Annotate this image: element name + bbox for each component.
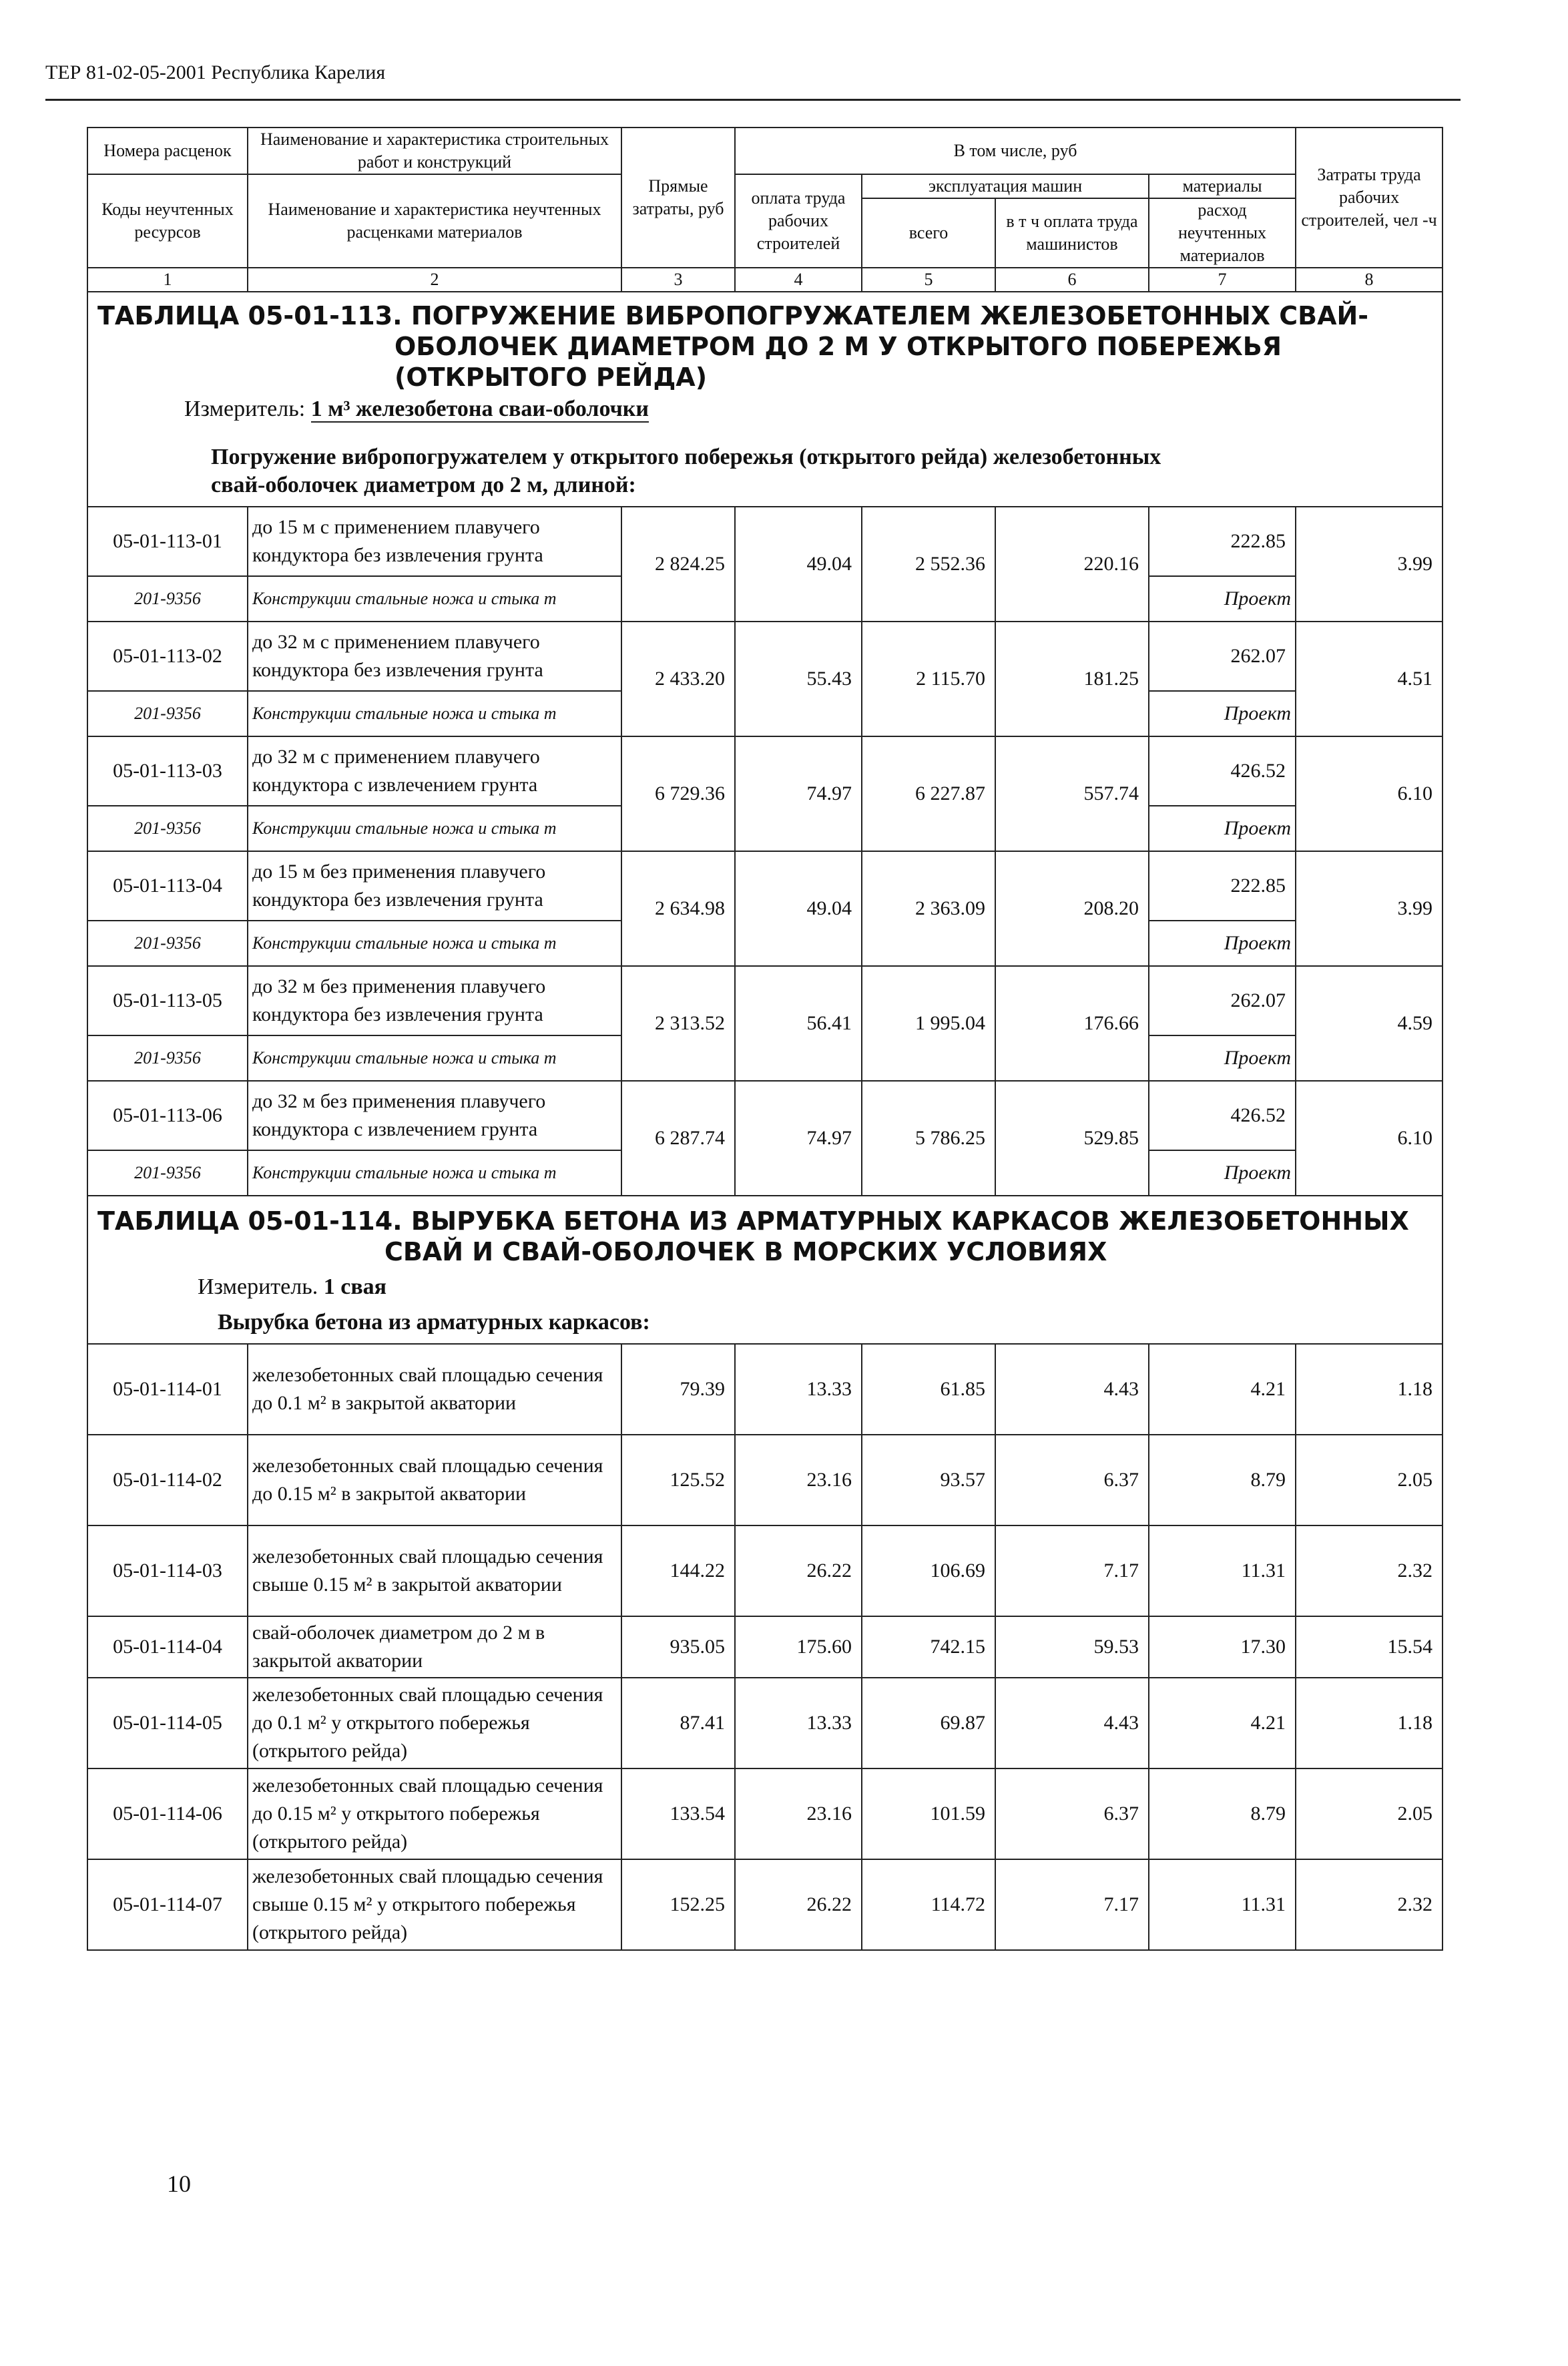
resource-name: Конструкции стальные ножа и стыка т [248,1035,621,1081]
table-row [87,1616,1443,1678]
table-row [87,1525,1443,1616]
work-description: до 32 м без применения плавучего кондуктора без извлечения грунта [248,966,621,1035]
labor-pay: 49.04 [735,851,862,966]
operators-pay: 59.53 [995,1616,1149,1678]
header-divider [45,99,1461,101]
operators-pay: 176.66 [995,966,1149,1081]
labor-hours: 2.32 [1296,1525,1443,1616]
labor-pay: 23.16 [735,1768,862,1859]
col-index: 8 [1296,268,1443,292]
table-114-measure: Измеритель. 1 свая [198,1274,387,1299]
machines-total: 1 995.04 [862,966,995,1081]
col-index: 2 [248,268,621,292]
machines-total: 69.87 [862,1678,995,1768]
rate-code: 05-01-113-04 [87,851,248,921]
direct-costs: 144.22 [621,1525,735,1616]
work-description: железобетонных свай площадью сечения свыше 0.15 м² в закрытой акватории [248,1525,621,1616]
labor-hours: 3.99 [1296,851,1443,966]
machines-total: 2 363.09 [862,851,995,966]
operators-pay: 181.25 [995,622,1149,736]
table-row [87,1859,1443,1950]
labor-pay: 23.16 [735,1435,862,1525]
work-description: железобетонных свай площадью сечения до 0.15 м² в закрытой акватории [248,1435,621,1525]
resource-code: 201-9356 [87,921,248,966]
rate-code: 05-01-114-07 [87,1859,248,1950]
col-labor-pay-header: оплата труда рабочих строителей [735,174,862,268]
operators-pay: 7.17 [995,1859,1149,1950]
rate-code: 05-01-114-05 [87,1678,248,1768]
labor-pay: 55.43 [735,622,862,736]
col-operators-pay-header: в т ч оплата труда машинистов [995,198,1149,268]
col-direct-costs-header: Прямые затраты, руб [621,128,735,268]
col-resource-code-header: Коды неучтенных ресурсов [87,174,248,268]
labor-hours: 4.51 [1296,622,1443,736]
direct-costs: 2 824.25 [621,507,735,622]
table-114-subheader: Вырубка бетона из арматурных каркасов: [218,1310,650,1335]
work-description: железобетонных свай площадью сечения до 0.15 м² у открытого побережья (открытого рейда) [248,1768,621,1859]
table-row [87,851,1443,921]
resource-name: Конструкции стальные ножа и стыка т [248,921,621,966]
operators-pay: 557.74 [995,736,1149,851]
resource-name: Конструкции стальные ножа и стыка т [248,691,621,736]
materials-cost: 262.07 [1149,622,1296,691]
labor-pay: 74.97 [735,1081,862,1196]
resource-name: Конструкции стальные ножа и стыка т [248,576,621,622]
work-description: железобетонных свай площадью сечения свыше 0.15 м² у открытого побережья (открытого рейда) [248,1859,621,1950]
work-description: до 15 м с применением плавучего кондуктора без извлечения грунта [248,507,621,576]
table-row [87,622,1443,691]
direct-costs: 133.54 [621,1768,735,1859]
operators-pay: 208.20 [995,851,1149,966]
col-machines-total-header: всего [862,198,995,268]
rate-code: 05-01-114-02 [87,1435,248,1525]
table-114-heading [87,1196,1443,1344]
col-index: 5 [862,268,995,292]
rate-code: 05-01-114-06 [87,1768,248,1859]
resource-code: 201-9356 [87,806,248,851]
labor-pay: 74.97 [735,736,862,851]
materials-cost: 11.31 [1149,1859,1296,1950]
table-row [87,1435,1443,1525]
table-113-heading [87,292,1443,507]
rate-code: 05-01-113-03 [87,736,248,806]
resource-code: 201-9356 [87,1035,248,1081]
col-index: 6 [995,268,1149,292]
table-row [87,736,1443,806]
page-number: 10 [167,2170,191,2197]
resource-name: Конструкции стальные ножа и стыка т [248,1150,621,1196]
labor-pay: 13.33 [735,1678,862,1768]
labor-hours: 3.99 [1296,507,1443,622]
col-index: 4 [735,268,862,292]
col-including-header: В том числе, руб [735,128,1296,174]
direct-costs: 935.05 [621,1616,735,1678]
table-114-title: ТАБЛИЦА 05-01-114. ВЫРУБКА БЕТОНА ИЗ АРМАТУРНЫХ КАРКАСОВ ЖЕЛЕЗОБЕТОННЫХ [97,1206,1409,1236]
machines-total: 2 552.36 [862,507,995,622]
labor-pay: 26.22 [735,1859,862,1950]
resource-quantity: Проект [1149,1150,1296,1196]
materials-cost: 4.21 [1149,1678,1296,1768]
work-description: свай-оболочек диаметром до 2 м в закрытой акватории [248,1616,621,1678]
work-description: до 32 м без применения плавучего кондуктора с извлечением грунта [248,1081,621,1150]
labor-hours: 2.05 [1296,1435,1443,1525]
machines-total: 101.59 [862,1768,995,1859]
labor-hours: 1.18 [1296,1344,1443,1435]
direct-costs: 6 287.74 [621,1081,735,1196]
machines-total: 93.57 [862,1435,995,1525]
labor-hours: 6.10 [1296,1081,1443,1196]
operators-pay: 6.37 [995,1768,1149,1859]
materials-cost: 426.52 [1149,1081,1296,1150]
rate-code: 05-01-114-04 [87,1616,248,1678]
materials-cost: 11.31 [1149,1525,1296,1616]
materials-cost: 222.85 [1149,507,1296,576]
machines-total: 6 227.87 [862,736,995,851]
col-machines-header: эксплуатация машин [862,174,1149,198]
col-labor-hours-header: Затраты труда рабочих строителей, чел -ч [1296,128,1443,268]
machines-total: 5 786.25 [862,1081,995,1196]
table-row [87,1768,1443,1859]
table-row [87,1081,1443,1150]
resource-name: Конструкции стальные ножа и стыка т [248,806,621,851]
table-row [87,1344,1443,1435]
labor-hours: 4.59 [1296,966,1443,1081]
resource-quantity: Проект [1149,921,1296,966]
resource-quantity: Проект [1149,691,1296,736]
labor-pay: 13.33 [735,1344,862,1435]
operators-pay: 220.16 [995,507,1149,622]
materials-cost: 8.79 [1149,1435,1296,1525]
operators-pay: 4.43 [995,1678,1149,1768]
operators-pay: 7.17 [995,1525,1149,1616]
labor-pay: 56.41 [735,966,862,1081]
materials-cost: 4.21 [1149,1344,1296,1435]
operators-pay: 6.37 [995,1435,1149,1525]
direct-costs: 2 313.52 [621,966,735,1081]
table-113-subheader: Погружение вибропогружателем у открытого побережья (открытого рейда) железобетонных [211,445,1161,469]
work-description: до 15 м без применения плавучего кондуктора без извлечения грунта [248,851,621,921]
table-114-title-line2: СВАЙ И СВАЙ-ОБОЛОЧЕК В МОРСКИХ УСЛОВИЯХ [384,1237,1107,1266]
resource-code: 201-9356 [87,1150,248,1196]
machines-total: 106.69 [862,1525,995,1616]
page-header: ТЕР 81-02-05-2001 Республика Карелия [45,61,386,83]
materials-cost: 262.07 [1149,966,1296,1035]
resource-quantity: Проект [1149,576,1296,622]
labor-pay: 175.60 [735,1616,862,1678]
labor-hours: 15.54 [1296,1616,1443,1678]
direct-costs: 2 634.98 [621,851,735,966]
direct-costs: 125.52 [621,1435,735,1525]
rates-table [87,127,1443,1951]
col-material-name-header: Наименование и характеристика неучтенных расценками материалов [248,174,621,268]
machines-total: 742.15 [862,1616,995,1678]
table-body [87,128,1443,1950]
table-113-measure: Измеритель: 1 м³ железобетона сваи-оболочки [184,397,649,421]
col-materials-header: материалы [1149,174,1296,198]
labor-hours: 2.32 [1296,1859,1443,1950]
table-row [87,1678,1443,1768]
direct-costs: 87.41 [621,1678,735,1768]
resource-quantity: Проект [1149,806,1296,851]
work-description: до 32 м с применением плавучего кондуктора с извлечением грунта [248,736,621,806]
operators-pay: 529.85 [995,1081,1149,1196]
col-unaccounted-materials-header: расход неучтенных материалов [1149,198,1296,268]
col-index: 1 [87,268,248,292]
materials-cost: 426.52 [1149,736,1296,806]
machines-total: 114.72 [862,1859,995,1950]
operators-pay: 4.43 [995,1344,1149,1435]
labor-pay: 49.04 [735,507,862,622]
work-description: железобетонных свай площадью сечения до 0.1 м² у открытого побережья (открытого рейда) [248,1678,621,1768]
materials-cost: 17.30 [1149,1616,1296,1678]
machines-total: 61.85 [862,1344,995,1435]
table-113-title: ТАБЛИЦА 05-01-113. ПОГРУЖЕНИЕ ВИБРОПОГРУЖАТЕЛЕМ ЖЕЛЕЗОБЕТОННЫХ СВАЙ- [97,301,1369,330]
rate-code: 05-01-113-01 [87,507,248,576]
resource-code: 201-9356 [87,691,248,736]
materials-cost: 8.79 [1149,1768,1296,1859]
resource-quantity: Проект [1149,1035,1296,1081]
table-row [87,507,1443,576]
table-113-title-line3: (ОТКРЫТОГО РЕЙДА) [395,363,708,392]
labor-pay: 26.22 [735,1525,862,1616]
col-rate-number-header: Номера расценок [87,128,248,174]
rate-code: 05-01-113-05 [87,966,248,1035]
labor-hours: 2.05 [1296,1768,1443,1859]
direct-costs: 2 433.20 [621,622,735,736]
direct-costs: 152.25 [621,1859,735,1950]
resource-code: 201-9356 [87,576,248,622]
machines-total: 2 115.70 [862,622,995,736]
labor-hours: 6.10 [1296,736,1443,851]
rate-code: 05-01-114-01 [87,1344,248,1435]
rate-code: 05-01-114-03 [87,1525,248,1616]
table-row [87,966,1443,1035]
work-description: до 32 м с применением плавучего кондуктора без извлечения грунта [248,622,621,691]
rate-code: 05-01-113-02 [87,622,248,691]
col-index: 3 [621,268,735,292]
table-113-title-line2: ОБОЛОЧЕК ДИАМЕТРОМ ДО 2 М У ОТКРЫТОГО ПОБЕРЕЖЬЯ [395,332,1282,361]
col-work-name-header: Наименование и характеристика строительных работ и конструкций [248,128,621,174]
materials-cost: 222.85 [1149,851,1296,921]
table-113-subheader-line2: свай-оболочек диаметром до 2 м, длиной: [211,473,636,497]
direct-costs: 6 729.36 [621,736,735,851]
work-description: железобетонных свай площадью сечения до 0.1 м² в закрытой акватории [248,1344,621,1435]
direct-costs: 79.39 [621,1344,735,1435]
rate-code: 05-01-113-06 [87,1081,248,1150]
labor-hours: 1.18 [1296,1678,1443,1768]
col-index: 7 [1149,268,1296,292]
